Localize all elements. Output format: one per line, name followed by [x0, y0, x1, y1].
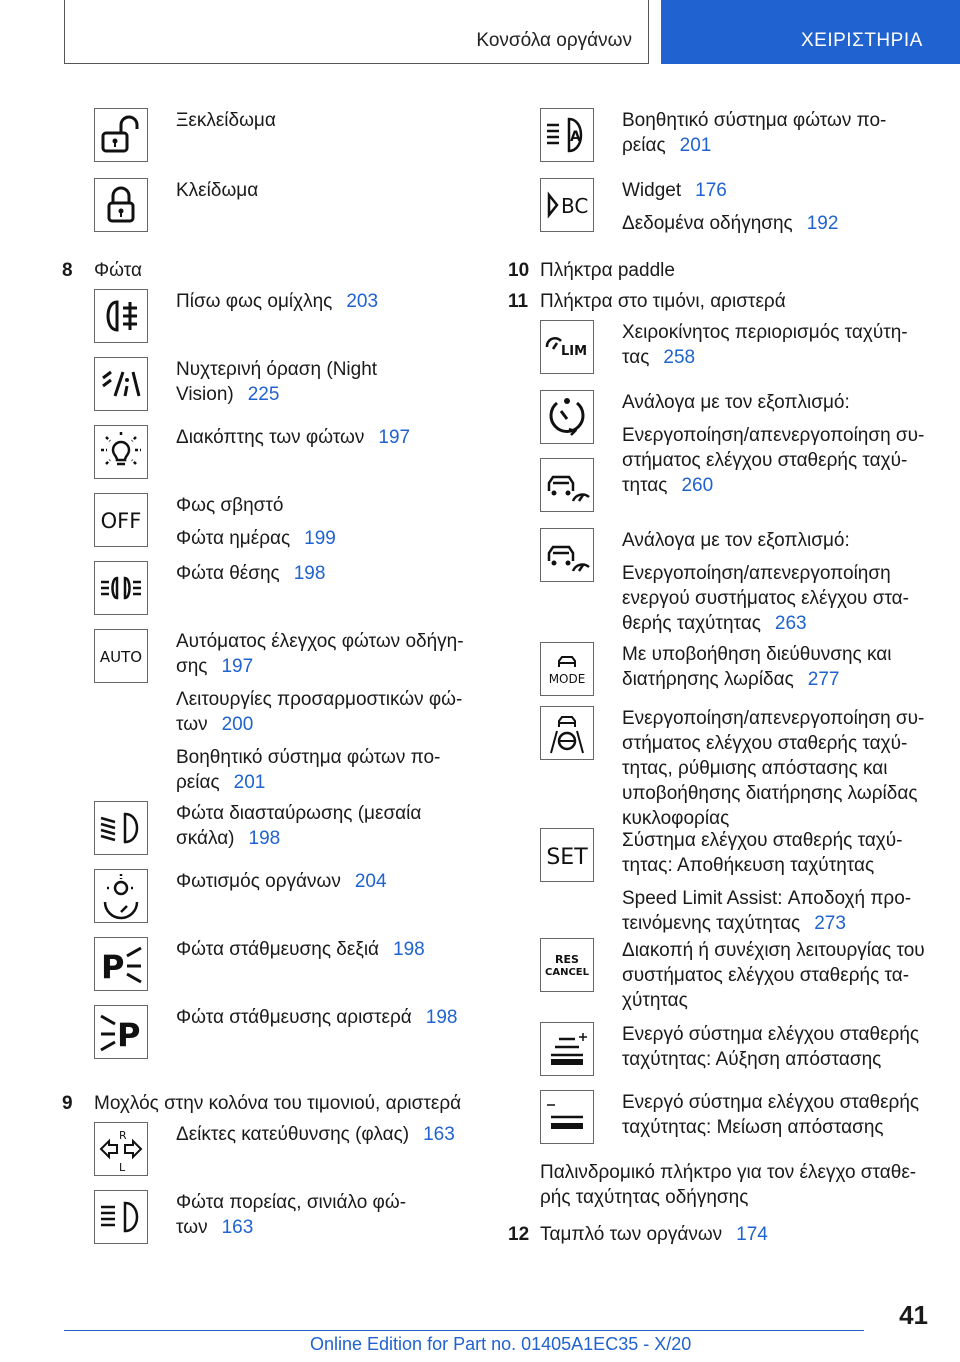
res-cancel-button-icon — [540, 938, 594, 992]
header-section-title: Κονσόλα οργάνων — [476, 30, 632, 51]
page-number: 41 — [899, 1300, 928, 1330]
page-link[interactable]: 199 — [304, 528, 336, 549]
list-item — [62, 425, 482, 493]
page-link[interactable]: 260 — [681, 475, 714, 496]
steering-assist-icon — [540, 706, 594, 760]
svg-text:P: P — [117, 1016, 141, 1054]
page-link[interactable]: 163 — [423, 1124, 455, 1145]
list-item — [62, 357, 482, 425]
row-text: Σύστημα ελέγχου σταθερής ταχύ-τητας: Αποθήκευση ταχύτητας — [622, 830, 903, 876]
list-item — [62, 561, 482, 629]
svg-text:BC: BC — [561, 194, 589, 218]
row-text: Κλείδωμα — [176, 180, 259, 201]
row-text: Αυτόματος έλεγχος φώτων οδήγη-σης — [176, 631, 464, 677]
list-item — [508, 108, 940, 178]
list-item — [508, 938, 940, 1022]
list-item — [62, 1122, 482, 1190]
page-link[interactable]: 192 — [806, 213, 839, 234]
row-text: Λειτουργίες προσαρμοστικών φώ-των — [176, 689, 463, 735]
svg-text:RES: RES — [555, 953, 579, 966]
list-item — [62, 1190, 482, 1258]
list-item — [508, 1090, 940, 1160]
bc-button-icon — [540, 178, 594, 232]
row-text: Βοηθητικό σύστημα φώτων πο-ρείας — [622, 110, 887, 156]
list-item — [508, 706, 940, 828]
list-item — [62, 629, 482, 801]
row-text: Δείκτες κατεύθυνσης (φλας) — [176, 1124, 410, 1145]
page-link[interactable]: 197 — [378, 427, 411, 448]
svg-text:R: R — [119, 1129, 127, 1142]
section-8-title: 8 Φώτα — [62, 260, 142, 281]
page-link[interactable]: 258 — [663, 347, 696, 368]
parking-light-left-icon — [94, 1005, 148, 1059]
distance-increase-icon — [540, 1022, 594, 1076]
page-link[interactable]: 273 — [814, 913, 846, 934]
list-item — [62, 289, 482, 357]
svg-text:OFF: OFF — [100, 509, 142, 533]
list-item — [62, 937, 482, 1005]
night-vision-icon — [94, 357, 148, 411]
svg-text:CANCEL: CANCEL — [545, 967, 589, 978]
page-link[interactable]: 200 — [221, 714, 254, 735]
list-item — [508, 178, 940, 258]
list-item — [508, 320, 940, 390]
row-text: Ενεργοποίηση/απενεργοποίηση συ-στήματος ελέγχου σταθερής ταχύ-τητας, ρύθμισης απόστασης και υποβοήθησης διατήρησης λωρίδας κυκλοφορίας — [622, 708, 925, 829]
page-link[interactable]: 198 — [248, 828, 281, 849]
position-lights-icon — [94, 561, 148, 615]
footer-edition: Online Edition for Part no. 01405A1EC35 - X/20 — [310, 1334, 692, 1354]
low-beam-icon — [94, 801, 148, 855]
cruise-control-car-icon — [540, 458, 594, 512]
mode-button-icon — [540, 642, 594, 696]
page-link[interactable]: 197 — [221, 656, 254, 677]
page-link[interactable]: 176 — [695, 180, 727, 201]
list-item — [62, 1005, 482, 1091]
row-text: Φώτα στάθμευσης δεξιά — [176, 939, 380, 960]
svg-text:AUTO: AUTO — [99, 648, 143, 666]
list-item — [62, 493, 482, 561]
page-link[interactable]: 277 — [807, 669, 840, 690]
list-item — [508, 828, 940, 938]
row-text: Νυχτερινή όραση (Night Vision) — [176, 359, 378, 405]
row-text: Ανάλογα με τον εξοπλισμό: — [622, 392, 850, 413]
row-text: Ενεργοποίηση/απενεργοποίηση ενεργού συστήματος ελέγχου στα-θερής ταχύτητας — [622, 563, 909, 634]
row-text: Διακοπή ή συνέχιση λειτουργίας του συστήματος ελέγχου σταθερής τα-χύτητας — [622, 940, 925, 1011]
speed-limiter-icon — [540, 320, 594, 374]
list-item — [62, 178, 482, 258]
header-chapter-title: ΧΕΙΡΙΣΤΗΡΙΑ — [801, 30, 923, 51]
row-text: Ενεργό σύστημα ελέγχου σταθερής ταχύτητας: Αύξηση απόστασης — [622, 1024, 920, 1070]
svg-text:P: P — [101, 948, 125, 986]
row-text: Χειροκίνητος περιορισμός ταχύτη-τας — [622, 322, 908, 368]
row-text: Speed Limit Assist: Αποδοχή προ-τεινόμενης ταχύτητας — [622, 888, 912, 934]
row-text: Φωτισμός οργάνων — [176, 871, 341, 892]
row-text: Φως σβηστό — [176, 495, 284, 516]
page-link[interactable]: 198 — [393, 939, 425, 960]
header-section-box — [64, 0, 649, 64]
header-chapter-tab[interactable] — [661, 0, 960, 64]
row-text: Δεδομένα οδήγησης — [622, 213, 793, 234]
row-text: Ανάλογα με τον εξοπλισμό: — [622, 530, 850, 551]
list-item — [508, 1022, 940, 1090]
unlock-icon — [94, 108, 148, 162]
row-text: Ενεργό σύστημα ελέγχου σταθερής ταχύτητας: Μείωση απόστασης — [622, 1092, 920, 1138]
rear-fog-light-icon — [94, 289, 148, 343]
row-text: Βοηθητικό σύστημα φώτων πο-ρείας — [176, 747, 441, 793]
list-item — [508, 528, 940, 642]
svg-text:SET: SET — [546, 845, 588, 870]
page-link[interactable]: 203 — [346, 291, 379, 312]
page-link[interactable]: 198 — [425, 1007, 458, 1028]
instrument-lighting-icon — [94, 869, 148, 923]
high-beam-assist-icon — [540, 108, 594, 162]
section-9-title: 9 Μοχλός στην κολόνα του τιμονιού, αριστερά — [62, 1093, 462, 1114]
row-text: Φώτα διασταύρωσης (μεσαία σκάλα) — [176, 803, 422, 849]
row-text: Ξεκλείδωμα — [176, 110, 276, 131]
row-text: Widget — [622, 180, 682, 201]
distance-decrease-icon — [540, 1090, 594, 1144]
page-link[interactable]: 225 — [247, 384, 280, 405]
list-item — [62, 108, 482, 178]
svg-text:MODE: MODE — [548, 672, 586, 686]
lock-icon — [94, 178, 148, 232]
page-link[interactable]: 201 — [233, 772, 266, 793]
right-column — [508, 108, 940, 1253]
section-10-title: 10 Πλήκτρα paddle — [508, 260, 675, 281]
list-item — [62, 801, 482, 869]
row-text: Πίσω φως ομίχλης — [176, 291, 333, 312]
section-12-title: 12 Ταμπλό των οργάνων 174 — [508, 1224, 768, 1245]
high-beam-icon — [94, 1190, 148, 1244]
row-text: Ενεργοποίηση/απενεργοποίηση συ-στήματος ελέγχου σταθερής ταχύ-τητας — [622, 425, 925, 496]
row-text: Φώτα πορείας, σινιάλο φώ-των — [176, 1192, 407, 1238]
page-link[interactable]: 163 — [221, 1217, 254, 1238]
row-text: Φώτα ημέρας — [176, 528, 291, 549]
svg-text:L: L — [119, 1161, 126, 1173]
set-button-icon — [540, 828, 594, 882]
cruise-control-gauge-icon — [540, 390, 594, 444]
list-item — [62, 869, 482, 937]
lights-off-icon — [94, 493, 148, 547]
page-link[interactable]: 263 — [774, 613, 807, 634]
svg-text:A: A — [570, 129, 581, 145]
turn-signal-icon — [94, 1122, 148, 1176]
footer-divider — [64, 1330, 864, 1331]
row-text: Διακόπτης των φώτων — [176, 427, 365, 448]
light-switch-icon — [94, 425, 148, 479]
list-item — [508, 390, 940, 528]
rocker-switch-description: Παλινδρομικό πλήκτρο για τον έλεγχο σταθε-ρής ταχύτητας οδήγησης — [540, 1162, 917, 1208]
list-item — [508, 642, 940, 706]
parking-light-right-icon — [94, 937, 148, 991]
auto-lights-icon — [94, 629, 148, 683]
section-11-title: 11 Πλήκτρα στο τιμόνι, αριστερά — [508, 291, 786, 312]
row-text: Φώτα στάθμευσης αριστερά — [176, 1007, 412, 1028]
row-text: Με υποβοήθηση διεύθυνσης και διατήρησης λωρίδας — [622, 644, 892, 690]
page-link[interactable]: 174 — [736, 1224, 768, 1245]
row-text: Φώτα θέσης — [176, 563, 280, 584]
svg-text:LIM: LIM — [561, 344, 588, 359]
active-cruise-control-icon — [540, 528, 594, 582]
left-column — [62, 108, 482, 1258]
page-link[interactable]: 204 — [354, 871, 387, 892]
page-link[interactable]: 201 — [679, 135, 712, 156]
page-link[interactable]: 198 — [293, 563, 326, 584]
